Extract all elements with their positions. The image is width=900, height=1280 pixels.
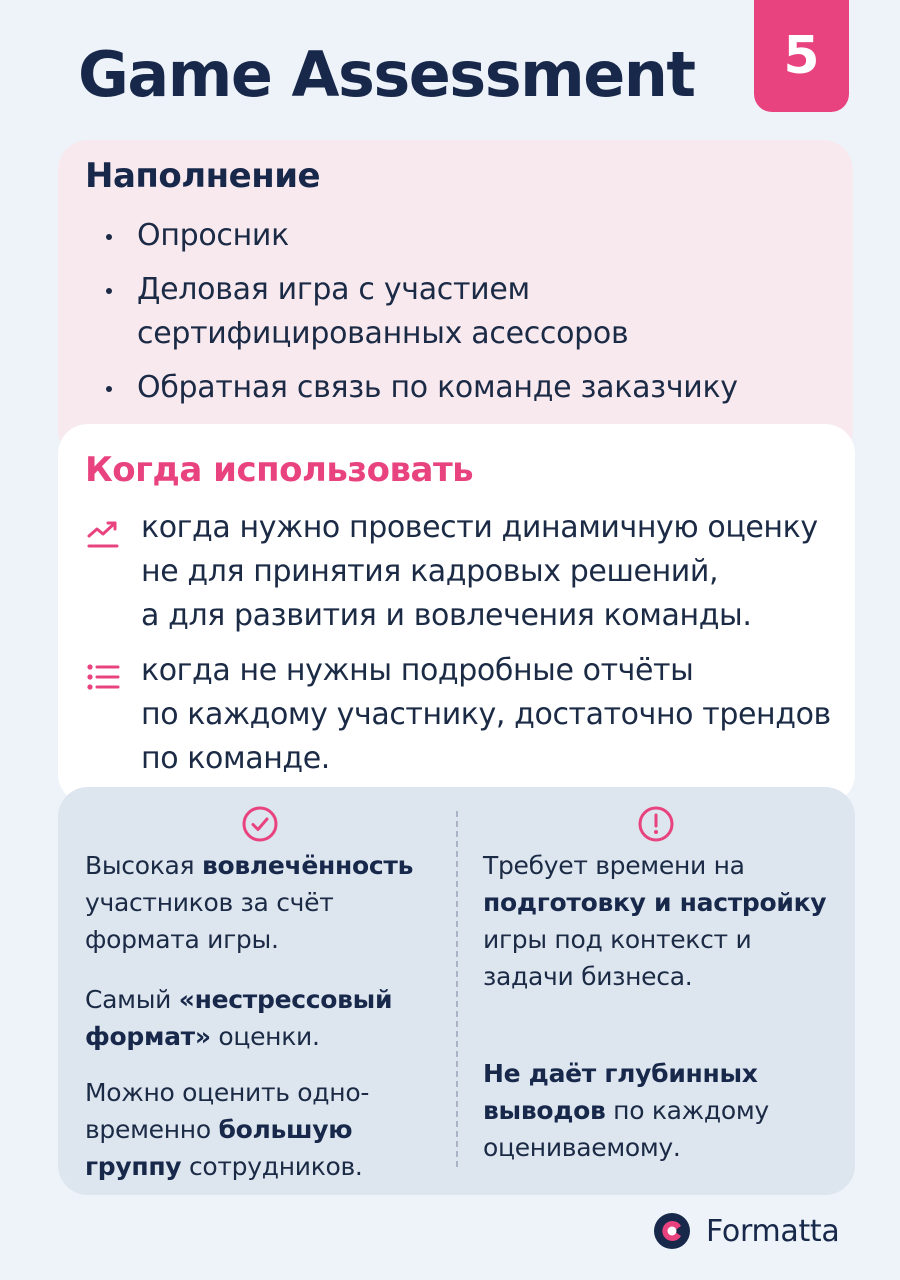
list-item: Опросник: [106, 214, 738, 258]
cons-item: Требует времени на подготовку и настройку игры под контекст и задачи бизнеса.: [483, 851, 827, 991]
pros-item: Можно оценить одно-временно большую группу сотрудников.: [85, 1078, 370, 1181]
page-number-badge: 5: [754, 0, 849, 112]
brand: [652, 1209, 839, 1253]
page-title: Game Assessment: [78, 38, 695, 111]
pros-item: Самый «нестрессовый формат» оценки.: [85, 985, 393, 1051]
formatta-logo-icon: [652, 1211, 692, 1251]
pros-item: Высокая вовлечённость участников за счёт формата игры.: [85, 851, 414, 954]
list-icon: [85, 659, 121, 695]
list-item: Обратная связь по команде заказчику: [106, 366, 738, 410]
when-heading: Когда использовать: [85, 450, 474, 490]
when-item-text: когда не нужны подробные отчёты по каждому участнику, достаточно трендов по команде.: [141, 653, 831, 776]
content-list: [106, 214, 738, 420]
divider: [456, 811, 458, 1167]
exclamation-circle-icon: [637, 805, 675, 843]
cons-item: Не даёт глубинных выводов по каждому оцениваемому.: [483, 1059, 769, 1162]
when-item-text: когда нужно провести динамичную оценку не для принятия кадровых решений, а для развития и вовлечения команды.: [141, 510, 818, 633]
content-card: [58, 140, 853, 460]
pros-cons-card: [58, 787, 855, 1195]
brand-name: Formatta: [706, 1213, 840, 1249]
when-to-use-card: [58, 424, 855, 804]
trending-up-icon: [85, 516, 121, 552]
content-heading: Наполнение: [85, 156, 321, 196]
check-circle-icon: [241, 805, 279, 843]
list-item: Деловая игра с участием сертифицированных асессоров: [106, 268, 738, 356]
